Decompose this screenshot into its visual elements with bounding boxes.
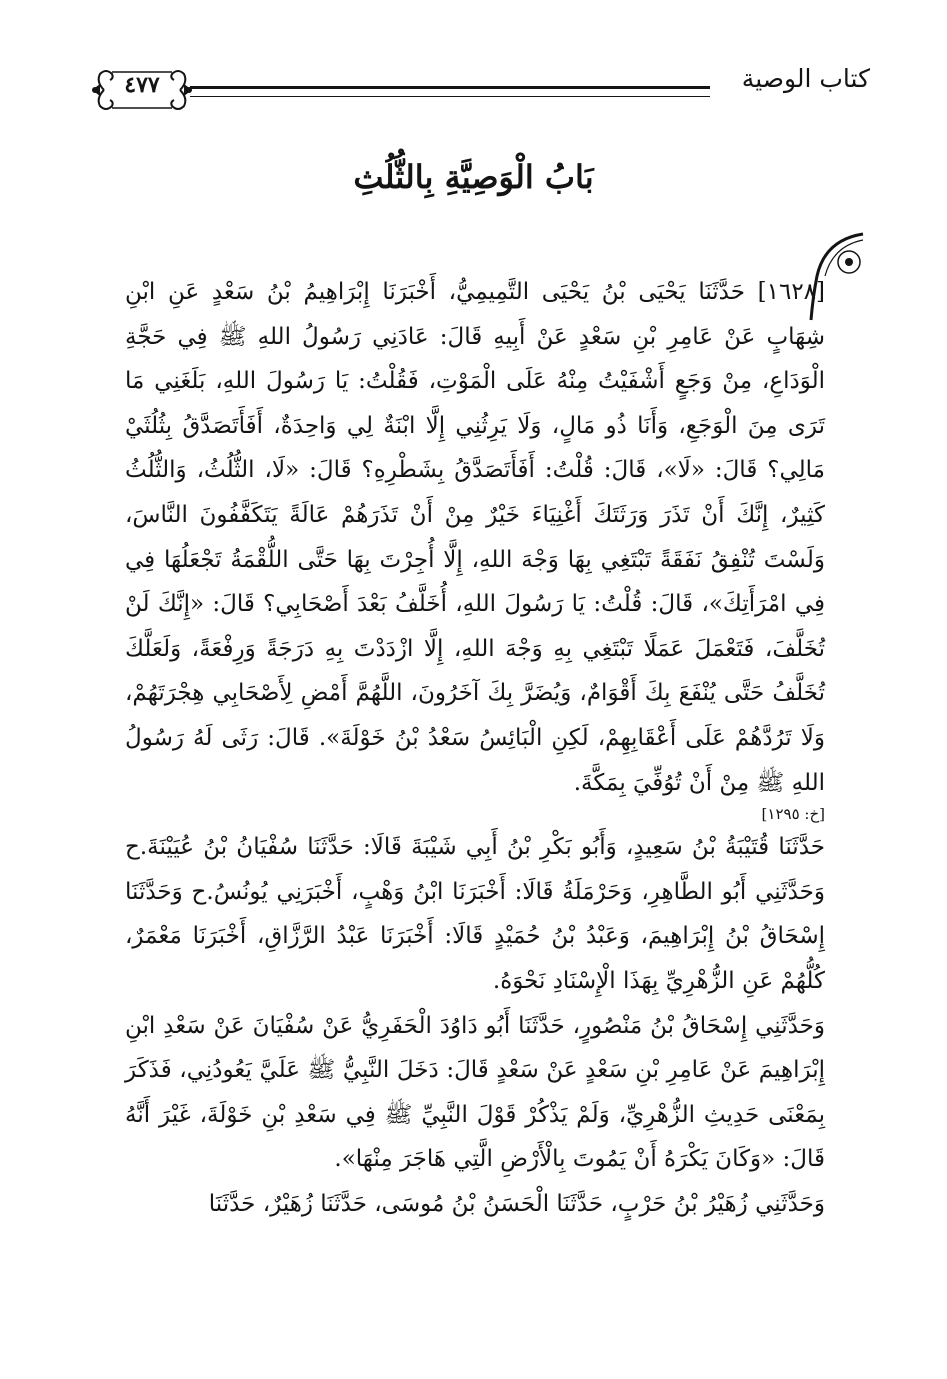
hadith-number: [١٦٢٨] (757, 279, 826, 305)
book-title: كتاب الوصية (741, 64, 870, 93)
header-rule (190, 86, 710, 97)
isnad-paragraph: وَحَدَّثَنِي زُهَيْرُ بْنُ حَرْبٍ، حَدَّثَنَا الْحَسَنُ بْنُ مُوسَى، حَدَّثَنَا زُهَيْرٌ، حَدَّثَنَا (208, 1190, 825, 1217)
chapter-heading: بَابُ الْوَصِيَّةِ بِالثُّلُثِ (353, 158, 594, 196)
reference-label: [خ: ١٢٩٥] (761, 805, 825, 824)
hadith-paragraph (125, 270, 825, 805)
page-number: ٤٧٧ (124, 72, 160, 98)
isnad-paragraph: وَحَدَّثَنِي إِسْحَاقُ بْنُ مَنْصُورٍ، حَدَّثَنَا أَبُو دَاوُدَ الْحَفَرِيُّ عَنْ سُفْيَانَ عَنْ سَعْدِ ابْنِ إِبْرَاهِيمَ عَنْ عَامِرِ بْنِ سَعْدٍ عَنْ سَعْدٍ قَالَ: دَخَلَ النَّبِيُّ ﷺ عَلَيَّ يَعُودُنِي، فَذَكَرَ بِمَعْنَى حَدِيثِ الزُّهْرِيِّ، وَلَمْ يَذْكُرْ قَوْلَ النَّبِيِّ ﷺ فِي سَعْدِ بْنِ خَوْلَةَ، غَيْرَ أَنَّهُ قَالَ: «وَكَانَ يَكْرَهُ أَنْ يَمُوتَ بِالْأَرْضِ الَّتِي هَاجَرَ مِنْهَا». (125, 1012, 825, 1173)
hadith-reference (125, 803, 825, 825)
isnad-paragraph: حَدَّثَنَا قُتَيْبَةُ بْنُ سَعِيدٍ، وَأَبُو بَكْرِ بْنُ أَبِي شَيْبَةَ قَالَا: حَدَّثَنَا سُفْيَانُ بْنُ عُيَيْنَةَ.ح وَحَدَّثَنِي أَبُو الطَّاهِرِ، وَحَرْمَلَةُ قَالَا: أَخْبَرَنَا ابْنُ وَهْبٍ، أَخْبَرَنِي يُونُسُ.ح وَحَدَّثَنَا إِسْحَاقُ بْنُ إِبْرَاهِيمَ، وَعَبْدُ بْنُ حُمَيْدٍ قَالَا: أَخْبَرَنَا عَبْدُ الرَّزَّاقِ، أَخْبَرَنَا مَعْمَرٌ، كُلُّهُمْ عَنِ الزُّهْرِيِّ بِهَذَا الْإِسْنَادِ نَحْوَهُ. (125, 834, 825, 994)
hadith-text: حَدَّثَنَا يَحْيَى بْنُ يَحْيَى التَّمِيمِيُّ، أَخْبَرَنَا إِبْرَاهِيمُ بْنُ سَعْدٍ عَنِ ابْنِ شِهَابٍ عَنْ عَامِرِ بْنِ سَعْدٍ عَنْ أَبِيهِ قَالَ: عَادَنِي رَسُولُ اللهِ ﷺ فِي حَجَّةِ الْوَدَاعِ، مِنْ وَجَعٍ أَشْفَيْتُ مِنْهُ عَلَى الْمَوْتِ، فَقُلْتُ: يَا رَسُولَ اللهِ، بَلَغَنِي مَا تَرَى مِنَ الْوَجَعِ، وَأَنَا ذُو مَالٍ، وَلَا يَرِثُنِي إِلَّا ابْنَةٌ لِي وَاحِدَةٌ، أَفَأَتَصَدَّقُ بِثُلُثَيْ مَالِي؟ قَالَ: «لَا»، قَالَ: قُلْتُ: أَفَأَتَصَدَّقُ بِشَطْرِهِ؟ قَالَ: «لَا، الثُّلُثُ، وَالثُّلُثُ كَثِيرٌ، إِنَّكَ أَنْ تَذَرَ وَرَثَتَكَ أَغْنِيَاءَ خَيْرٌ مِنْ أَنْ تَذَرَهُمْ عَالَةً يَتَكَفَّفُونَ النَّاسَ، وَلَسْتَ تُنْفِقُ نَفَقَةً تَبْتَغِي بِهَا وَجْهَ اللهِ، إِلَّا أُجِرْتَ بِهَا حَتَّى اللُّقْمَةُ تَجْعَلُهَا فِي فِي امْرَأَتِكَ»، قَالَ: قُلْتُ: يَا رَسُولَ اللهِ، أُخَلَّفُ بَعْدَ أَصْحَابِي؟ قَالَ: «إِنَّكَ لَنْ تُخَلَّفَ، فَتَعْمَلَ عَمَلًا تَبْتَغِي بِهِ وَجْهَ اللهِ، إِلَّا ازْدَدْتَ بِهِ دَرَجَةً وَرِفْعَةً، وَلَعَلَّكَ تُخَلَّفُ حَتَّى يُنْفَعَ بِكَ أَقْوَامٌ، وَيُضَرَّ بِكَ آخَرُونَ، اللَّهُمَّ أَمْضِ لِأَصْحَابِي هِجْرَتَهُمْ، وَلَا تَرُدَّهُمْ عَلَى أَعْقَابِهِمْ، لَكِنِ الْبَائِسُ سَعْدُ بْنُ خَوْلَةَ». قَالَ: رَثَى لَهُ رَسُولُ اللهِ ﷺ مِنْ أَنْ تُوُفِّيَ بِمَكَّةَ. (125, 279, 825, 796)
page-number-ornament (90, 60, 194, 120)
body-text (125, 270, 825, 1226)
running-header (90, 60, 870, 126)
